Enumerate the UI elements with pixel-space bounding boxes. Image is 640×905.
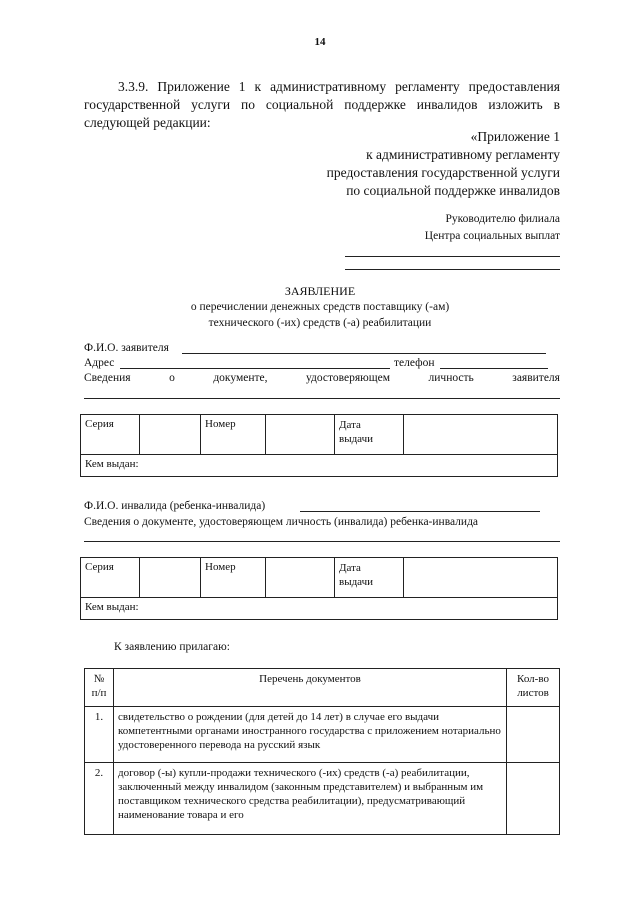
addressee-blank-line-1[interactable]: [345, 256, 560, 257]
page-number: 14: [314, 36, 326, 48]
docs-row-2-count[interactable]: [507, 763, 560, 835]
title-main: ЗАЯВЛЕНИЕ: [284, 284, 356, 298]
annex-line-4: по социальной поддержке инвалидов: [346, 183, 560, 198]
annex-header: [327, 128, 560, 200]
docs-col-list: Перечень документов: [114, 669, 507, 707]
addressee-blank-line-2[interactable]: [345, 269, 560, 270]
application-title: [0, 283, 640, 331]
applicant-fio-field[interactable]: [182, 353, 546, 354]
disabled-id-table: [80, 557, 558, 620]
disabled-doc-field[interactable]: [84, 541, 560, 542]
disabled-series-label: Серия: [81, 558, 140, 598]
disabled-fio-label: Ф.И.О. инвалида (ребенка-инвалида): [84, 500, 266, 512]
applicant-number-cell[interactable]: [266, 415, 335, 455]
addressee-line-1: Руководителю филиала: [445, 213, 560, 225]
addressee-line-2: Центра социальных выплат: [424, 230, 560, 242]
applicant-doc-field[interactable]: [84, 398, 560, 399]
docs-row-1-num: 1.: [85, 707, 114, 763]
disabled-date-cell[interactable]: [404, 558, 558, 598]
doc-word-1: Сведения: [84, 372, 131, 384]
doc-word-3: документе,: [213, 372, 268, 384]
docs-row-1-text: свидетельство о рождении (для детей до 14 лет) в случае его выдачи компетентными органами иностранного государства с приложением нотариально удостоверенного перевода на русский язык: [114, 707, 507, 763]
disabled-number-cell[interactable]: [266, 558, 335, 598]
annex-line-3: предоставления государственной услуги: [326, 165, 560, 180]
disabled-date-label: Дата выдачи: [335, 558, 404, 598]
doc-word-2: о: [169, 372, 175, 384]
disabled-series-cell[interactable]: [140, 558, 201, 598]
applicant-date-cell[interactable]: [404, 415, 558, 455]
applicant-series-cell[interactable]: [140, 415, 201, 455]
applicant-date-label: Дата выдачи: [335, 415, 404, 455]
applicant-series-label: Серия: [81, 415, 140, 455]
applicant-number-label: Номер: [201, 415, 266, 455]
disabled-doc-label: Сведения о документе, удостоверяющем личность (инвалида) ребенка-инвалида: [84, 516, 479, 528]
applicant-id-table: [80, 414, 558, 477]
docs-row-1-count[interactable]: [507, 707, 560, 763]
applicant-address-field[interactable]: [120, 368, 390, 369]
attach-label: К заявлению прилагаю:: [114, 641, 230, 653]
disabled-doc-row: [84, 515, 560, 529]
disabled-number-label: Номер: [201, 558, 266, 598]
title-sub-2: технического (-их) средств (-а) реабилитации: [208, 317, 432, 329]
applicant-address-label: Адрес: [84, 357, 115, 369]
applicant-phone-label: телефон: [394, 357, 435, 369]
applicant-fio-label: Ф.И.О. заявителя: [84, 342, 169, 354]
intro-paragraph: [84, 78, 560, 132]
applicant-phone-field[interactable]: [440, 368, 548, 369]
docs-col-num: № п/п: [85, 669, 114, 707]
doc-word-6: заявителя: [512, 372, 560, 384]
annex-line-2: к административному регламенту: [366, 147, 560, 162]
intro-text: 3.3.9. Приложение 1 к административному регламенту предоставления государственной услуги по социальной поддержке инвалидов изложить в следующей редакции:: [84, 79, 560, 130]
applicant-issued-by[interactable]: Кем выдан:: [81, 455, 558, 477]
doc-word-4: удостоверяющем: [306, 372, 390, 384]
disabled-issued-by[interactable]: Кем выдан:: [81, 598, 558, 620]
applicant-doc-row: [84, 371, 560, 385]
title-sub-1: о перечислении денежных средств поставщику (-ам): [190, 301, 450, 313]
doc-word-5: личность: [428, 372, 474, 384]
disabled-fio-field[interactable]: [300, 511, 540, 512]
docs-row-2-text: договор (-ы) купли-продажи технического (-их) средств (-а) реабилитации, заключенный между инвалидом (законным представителем) и выбранным им поставщиком технического средства реабилитации), предусматривающий наименование товара и его: [114, 763, 507, 835]
docs-row-2-num: 2.: [85, 763, 114, 835]
annex-line-1: «Приложение 1: [470, 129, 560, 144]
addressee-block: [425, 211, 560, 245]
documents-table: [84, 668, 560, 835]
docs-col-count: Кол-во листов: [507, 669, 560, 707]
